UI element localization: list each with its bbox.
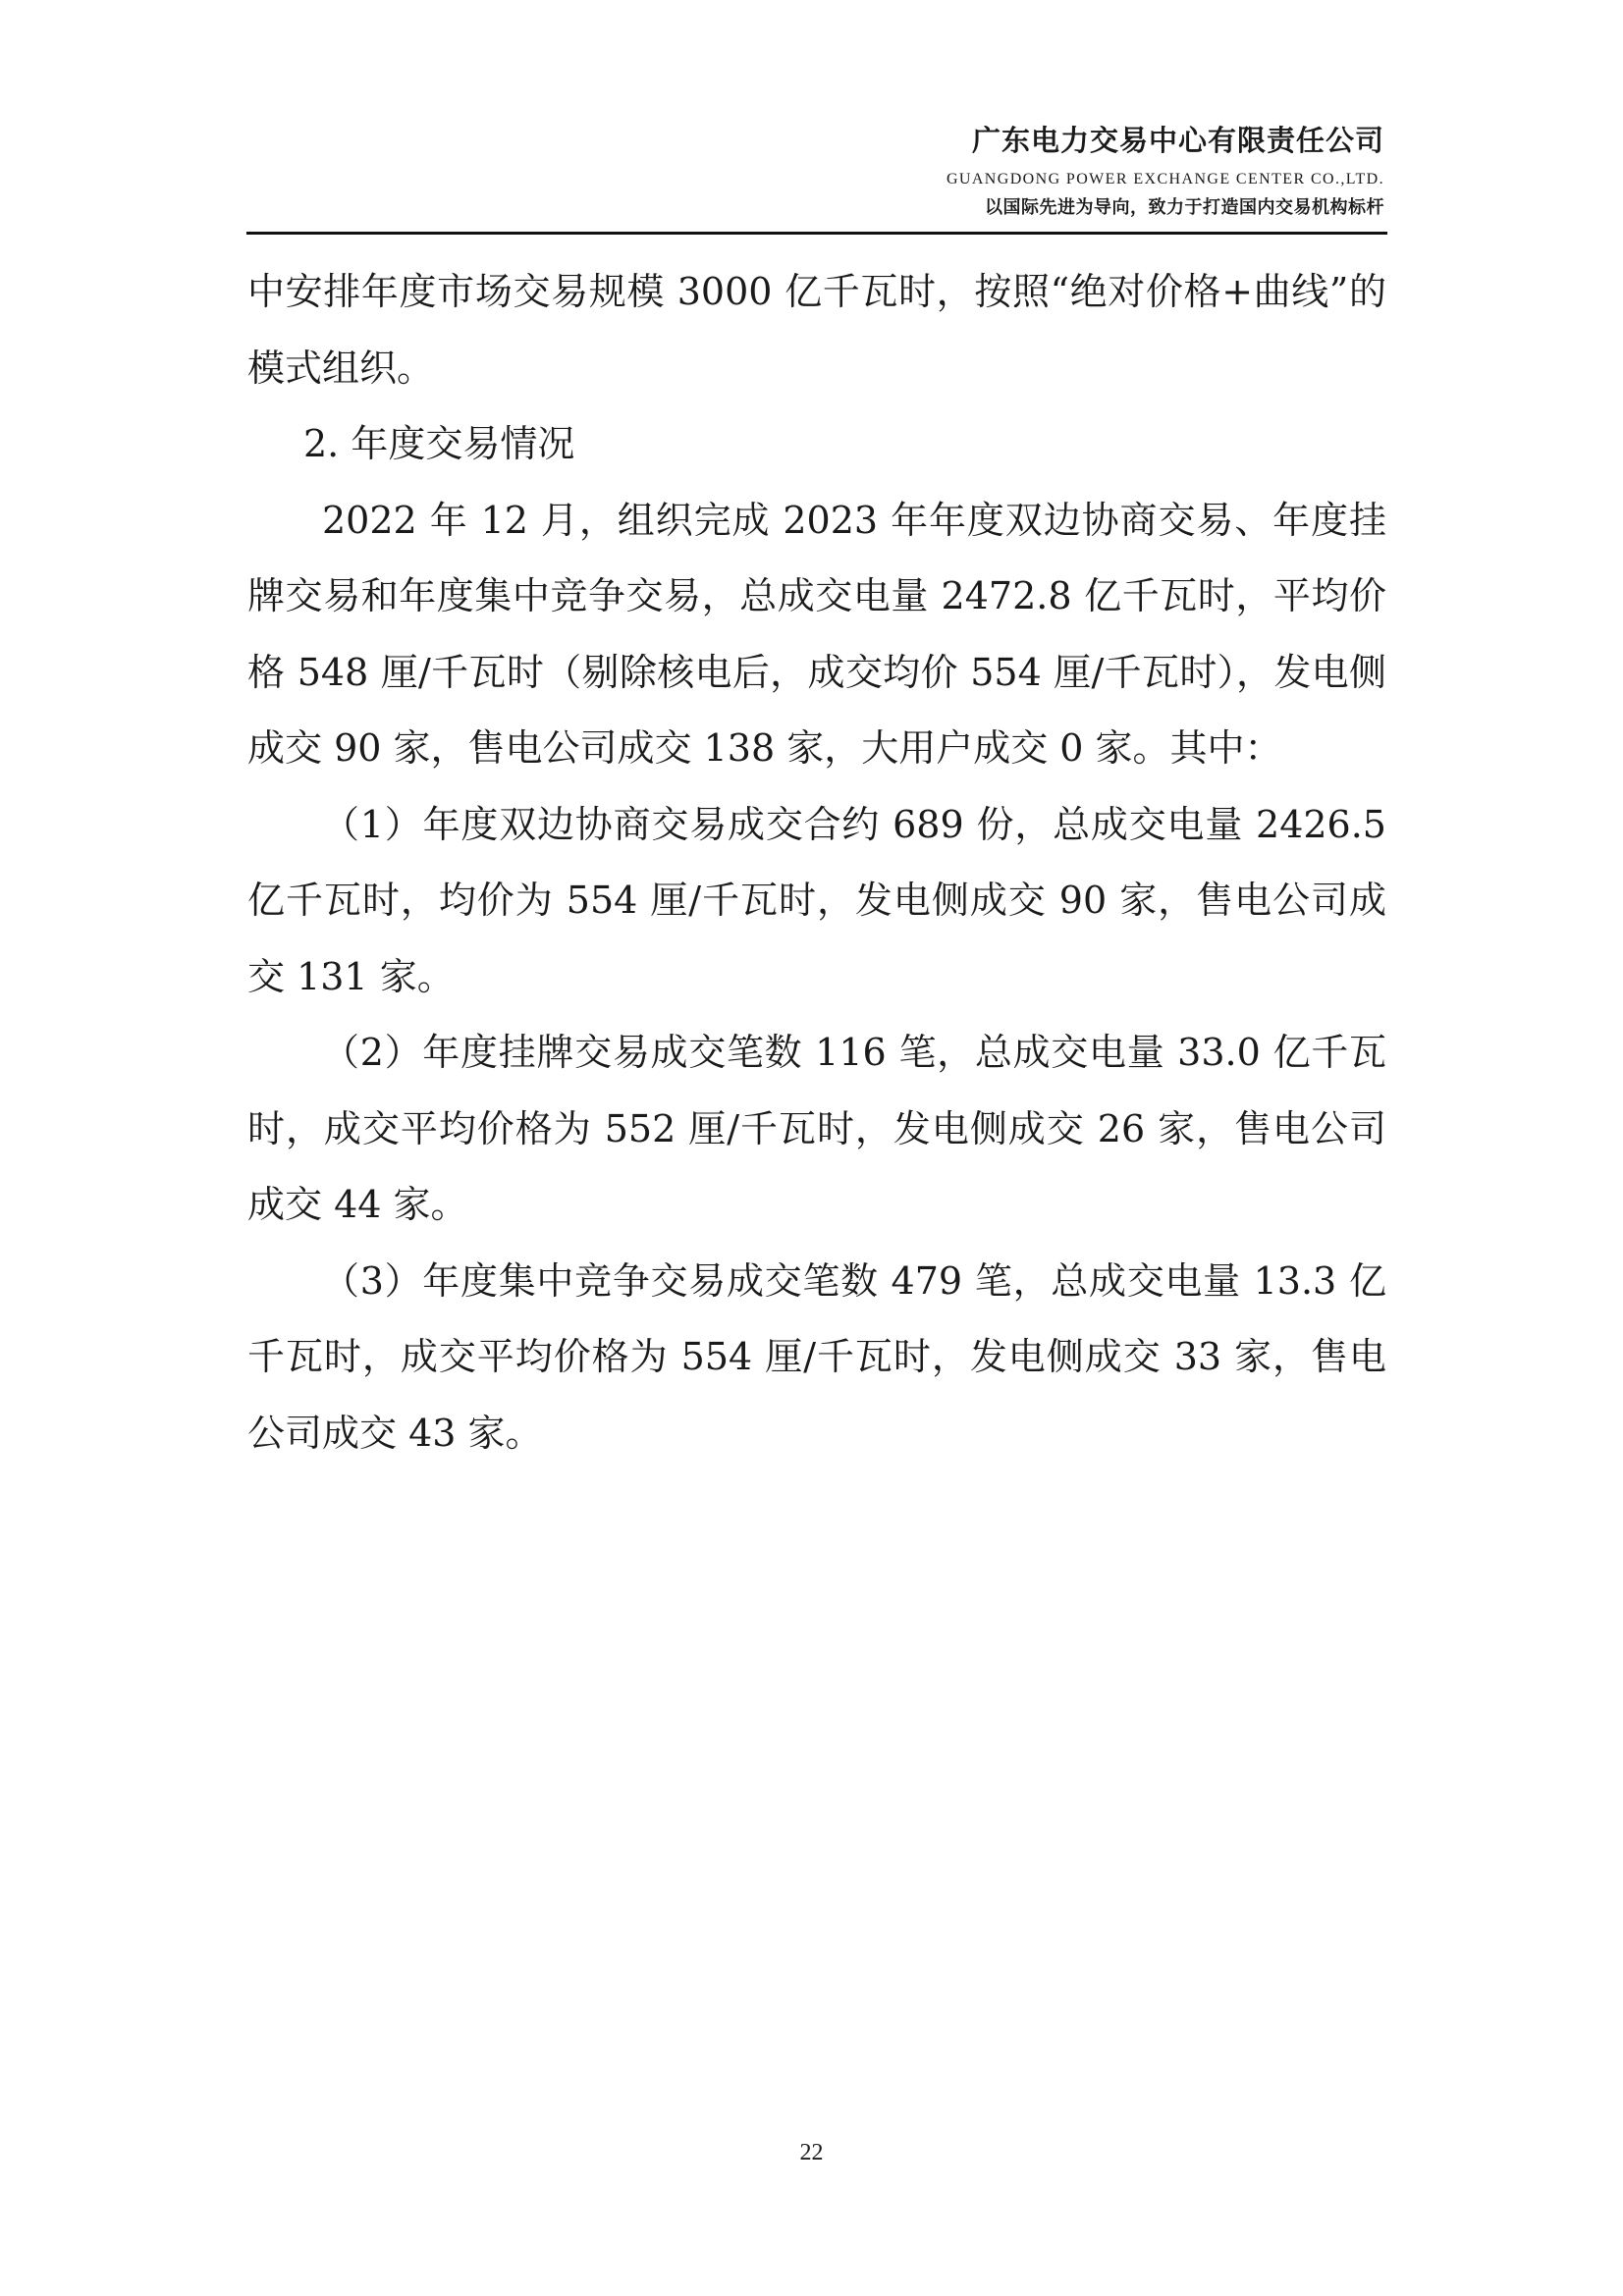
paragraph-continuation: 中安排年度市场交易规模 3000 亿千瓦时，按照“绝对价格+曲线”的模式组织。 [247,270,1386,390]
paragraph-bilateral: （1）年度双边协商交易成交合约 689 份，总成交电量 2426.5 亿千瓦时，均价为 554 厘/千瓦时，发电侧成交 90 家，售电公司成交 131 家。 [247,802,1386,998]
company-name-cn: 广东电力交易中心有限责任公司 [971,124,1384,157]
company-name-en: GUANGDONG POWER EXCHANGE CENTER CO.,LTD. [946,171,1384,187]
paragraph-annual-summary: 2022 年 12 月，组织完成 2023 年年度双边协商交易、年度挂牌交易和年度集中竞争交易，总成交电量 2472.8 亿千瓦时，平均价格 548 厘/千瓦时（剔除核电后，成交均价 554 厘/千瓦时），发电侧成交 90 家，售电公司成交 138 家，大用户成交 0 家。其中： [247,498,1386,770]
page-number: 22 [799,2140,824,2165]
paragraph-listing: （2）年度挂牌交易成交笔数 116 笔，总成交电量 33.0 亿千瓦时，成交平均价格为 552 厘/千瓦时，发电侧成交 26 家，售电公司成交 44 家。 [247,1031,1386,1226]
document-body [247,254,1386,1471]
page-header [947,122,1384,222]
paragraph-centralized: （3）年度集中竞争交易成交笔数 479 笔，总成交电量 13.3 亿千瓦时，成交平均价格为 554 厘/千瓦时，发电侧成交 33 家，售电公司成交 43 家。 [247,1258,1386,1455]
section-heading: 2. 年度交易情况 [303,422,575,465]
header-divider [246,232,1387,235]
company-slogan: 以国际先进为导向，致力于打造国内交易机构标杆 [985,197,1384,218]
